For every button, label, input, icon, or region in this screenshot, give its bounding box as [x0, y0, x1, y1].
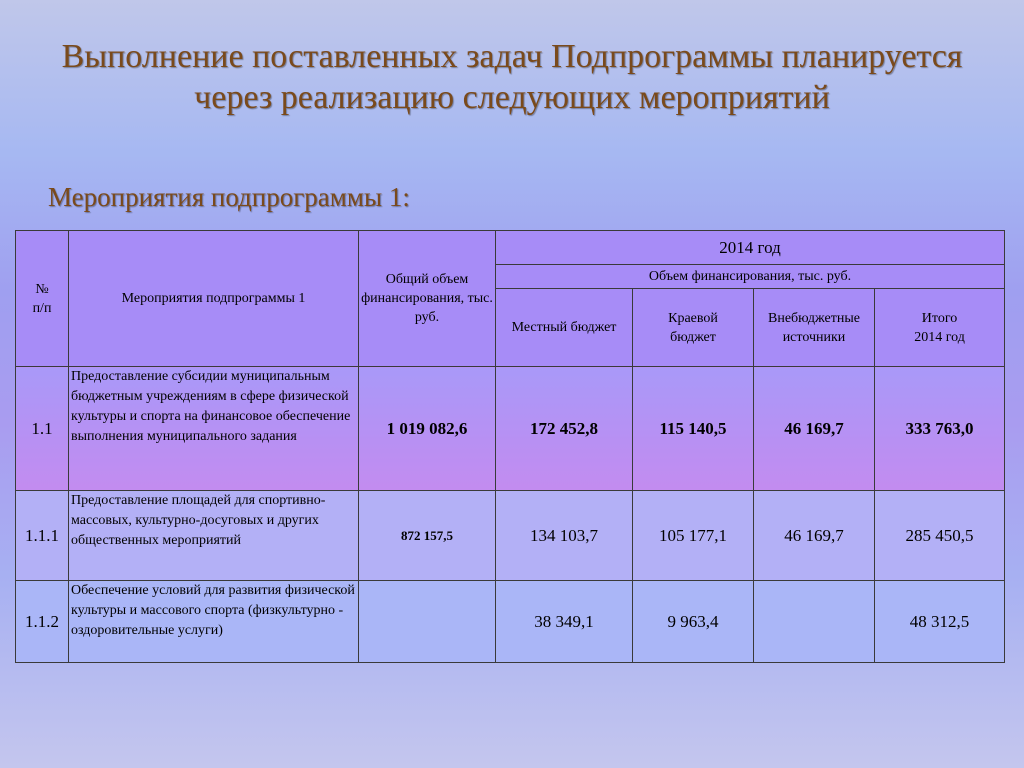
table-row [16, 581, 1005, 663]
row-extrabudget [754, 581, 875, 663]
activities-table [15, 230, 1005, 663]
section-subtitle: Мероприятия подпрограммы 1: [48, 182, 410, 212]
header-local-budget: Местный бюджет [496, 289, 633, 367]
header-extrabudget: Внебюджетные источники [754, 289, 875, 367]
row-regional: 115 140,5 [633, 367, 754, 491]
table-row [16, 367, 1005, 491]
header-sum: Итого 2014 год [875, 289, 1005, 367]
row-total: 1 019 082,6 [359, 367, 496, 491]
header-regional-budget: Краевой бюджет [633, 289, 754, 367]
row-local: 134 103,7 [496, 491, 633, 581]
row-regional: 9 963,4 [633, 581, 754, 663]
row-sum: 333 763,0 [875, 367, 1005, 491]
table-row [16, 491, 1005, 581]
row-local: 172 452,8 [496, 367, 633, 491]
row-num: 1.1.2 [16, 581, 69, 663]
row-activity: Предоставление субсидии муниципальным бюджетным учреждениям в сфере физической культуры и спорта на финансовое обеспечение выполнения муниципального задания [69, 367, 359, 491]
header-activity: Мероприятия подпрограммы 1 [69, 231, 359, 367]
row-local: 38 349,1 [496, 581, 633, 663]
header-year: 2014 год [496, 231, 1005, 265]
row-total: 872 157,5 [359, 491, 496, 581]
row-extrabudget: 46 169,7 [754, 367, 875, 491]
row-sum: 48 312,5 [875, 581, 1005, 663]
row-activity: Предоставление площадей для спортивно-массовых, культурно-досуговых и других общественных мероприятий [69, 491, 359, 581]
row-num: 1.1.1 [16, 491, 69, 581]
header-total: Общий объем финансирования, тыс. руб. [359, 231, 496, 367]
header-num: № п/п [16, 231, 69, 367]
row-total [359, 581, 496, 663]
row-extrabudget: 46 169,7 [754, 491, 875, 581]
header-funding: Объем финансирования, тыс. руб. [496, 265, 1005, 289]
row-sum: 285 450,5 [875, 491, 1005, 581]
row-num: 1.1 [16, 367, 69, 491]
row-activity: Обеспечение условий для развития физической культуры и массового спорта (физкультурно - оздоровительные услуги) [69, 581, 359, 663]
page-title: Выполнение поставленных задач Подпрограммы планируется через реализацию следующих мероприятий [61, 38, 963, 116]
row-regional: 105 177,1 [633, 491, 754, 581]
